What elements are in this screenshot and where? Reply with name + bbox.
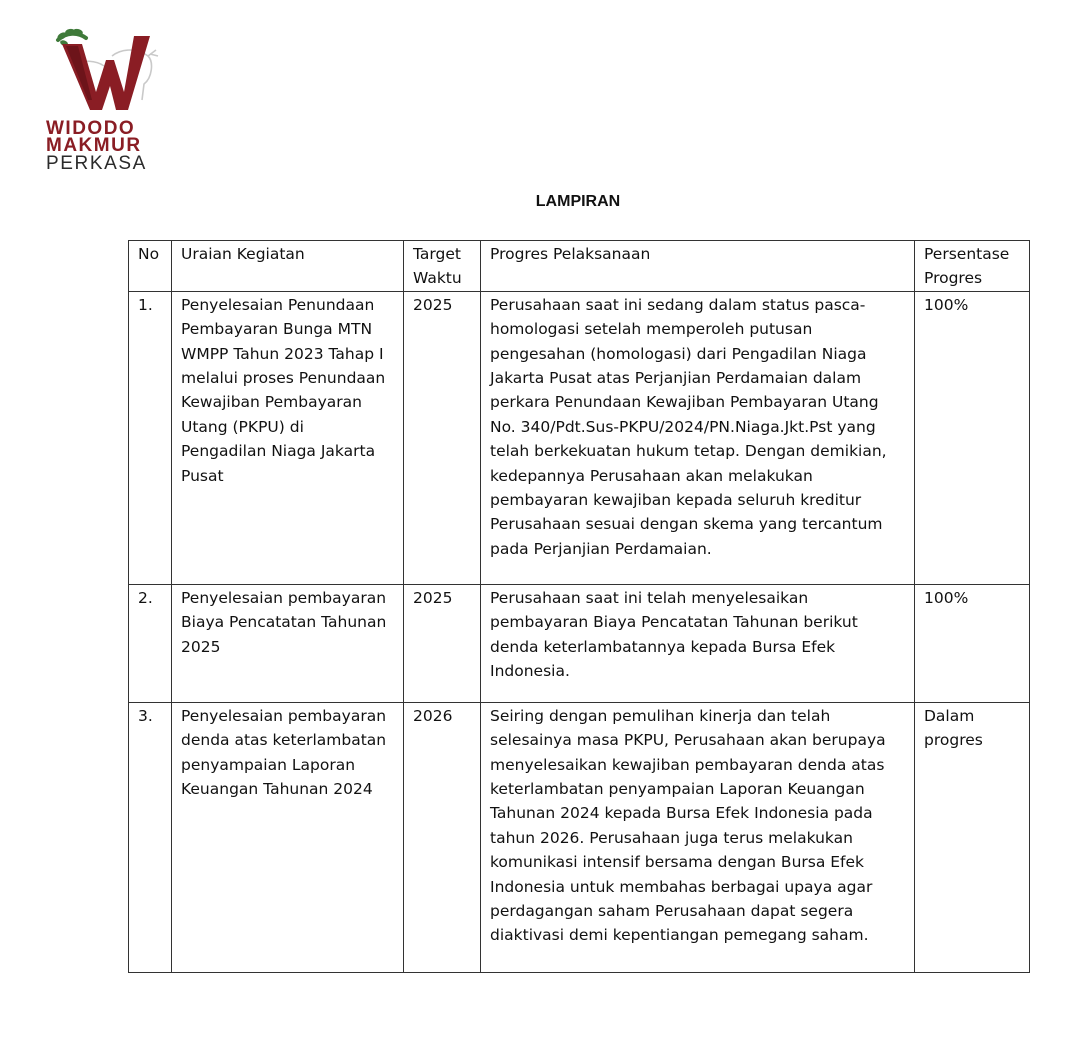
- header-uraian: Uraian Kegiatan: [172, 241, 404, 292]
- table-row: [129, 584, 1030, 702]
- cell-uraian: Penyelesaian Penundaan Pembayaran Bunga MTN WMPP Tahun 2023 Tahap I melalui proses Penundaan Kewajiban Pembayaran Utang (PKPU) di Pengadilan Niaga Jakarta Pusat: [172, 291, 404, 584]
- cell-persentase: Dalam progres: [915, 702, 1030, 972]
- table-header-row: [129, 241, 1030, 292]
- document-title: LAMPIRAN: [535, 193, 621, 210]
- header-progres: Progres Pelaksanaan: [481, 241, 915, 292]
- cell-progres: Seiring dengan pemulihan kinerja dan telah selesainya masa PKPU, Perusahaan akan berupaya menyelesaikan kewajiban pembayaran denda atas keterlambatan penyampaian Laporan Keuangan Tahunan 2024 kepada Bursa Efek Indonesia pada tahun 2026. Perusahaan juga terus melakukan komunikasi intensif bersama dengan Bursa Efek Indonesia untuk membahas berbagai upaya agar perdagangan saham Perusahaan dapat segera diaktivasi demi kepentiangan pemegang saham.: [481, 702, 915, 972]
- header-persentase: Persentase Progres: [915, 241, 1030, 292]
- progress-table: [128, 240, 1030, 973]
- logo-name-line1: WIDODO: [46, 118, 136, 139]
- cell-target: 2025: [404, 291, 481, 584]
- header-no: No: [129, 241, 172, 292]
- cell-progres: Perusahaan saat ini sedang dalam status pasca-homologasi setelah memperoleh putusan pengesahan (homologasi) dari Pengadilan Niaga Jakarta Pusat atas Perjanjian Perdamaian dalam perkara Penundaan Kewajiban Pembayaran Utang No. 340/Pdt.Sus-PKPU/2024/PN.Niaga.Jkt.Pst yang telah berkekuatan hukum tetap. Dengan demikian, kedepannya Perusahaan akan melakukan pembayaran kewajiban kepada seluruh kreditur Perusahaan sesuai dengan skema yang tercantum pada Perjanjian Perdamaian.: [481, 291, 915, 584]
- logo-emblem-icon: [52, 26, 160, 118]
- cell-no: 2.: [129, 584, 172, 702]
- cell-persentase: 100%: [915, 584, 1030, 702]
- logo-name-line2: MAKMUR: [46, 135, 142, 156]
- cell-persentase: 100%: [915, 291, 1030, 584]
- cell-progres: Perusahaan saat ini telah menyelesaikan pembayaran Biaya Pencatatan Tahunan berikut denda keterlambatannya kepada Bursa Efek Indonesia.: [481, 584, 915, 702]
- table-row: [129, 291, 1030, 584]
- table-row: [129, 702, 1030, 972]
- company-logo: [46, 26, 166, 176]
- logo-name-line3: PERKASA: [46, 153, 147, 174]
- cell-no: 3.: [129, 702, 172, 972]
- cell-no: 1.: [129, 291, 172, 584]
- header-target: Target Waktu: [404, 241, 481, 292]
- cell-target: 2025: [404, 584, 481, 702]
- cell-uraian: Penyelesaian pembayaran denda atas keterlambatan penyampaian Laporan Keuangan Tahunan 2024: [172, 702, 404, 972]
- cell-uraian: Penyelesaian pembayaran Biaya Pencatatan Tahunan 2025: [172, 584, 404, 702]
- cell-target: 2026: [404, 702, 481, 972]
